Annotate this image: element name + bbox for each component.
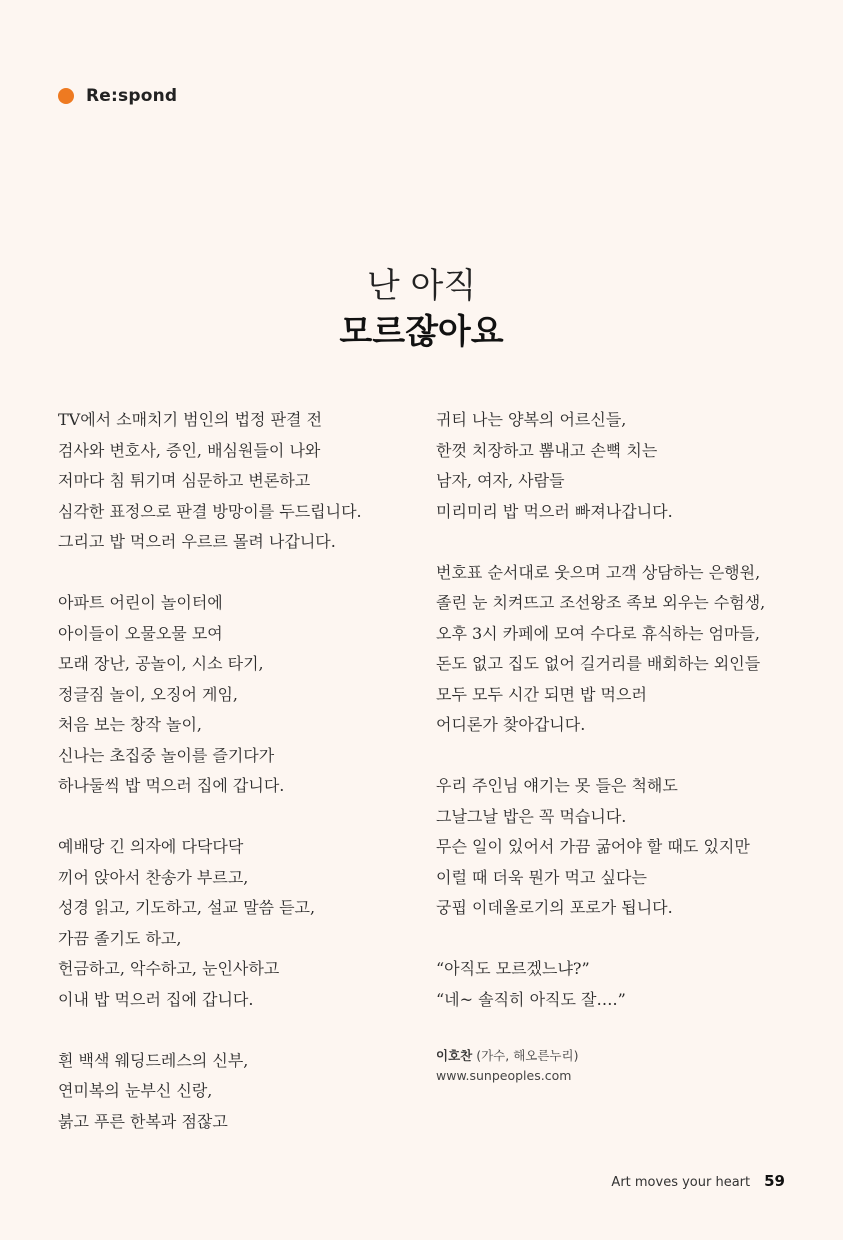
poem-line: 한껏 치장하고 뽐내고 손뼉 치는 <box>436 440 658 460</box>
right-stanzas <box>436 405 816 1015</box>
section-dot-icon <box>58 88 74 104</box>
poem-line: 어디론가 찾아갑니다. <box>436 715 586 734</box>
poem-line: 정글짐 놀이, 오징어 게임, <box>58 684 238 704</box>
poem-line: 하나둘씩 밥 먹으러 집에 갑니다. <box>58 776 285 795</box>
poem-line: 헌금하고, 악수하고, 눈인사하고 <box>58 959 280 978</box>
poem-line: 귀티 나는 양복의 어르신들, <box>436 410 627 429</box>
author-credit <box>436 1046 816 1086</box>
poem-line: 붉고 푸른 한복과 점잖고 <box>58 1111 228 1131</box>
poem-line: 가끔 졸기도 하고, <box>58 928 182 948</box>
poem-right-column <box>436 405 816 1086</box>
footer-tagline: Art moves your heart <box>611 1175 751 1190</box>
poem-line: 아파트 어린이 놀이터에 <box>58 593 223 612</box>
poem-stanza <box>436 771 816 924</box>
poem-stanza <box>58 832 418 1015</box>
author-url: www.sunpeoples.com <box>436 1067 572 1083</box>
poem-line: TV에서 소매치기 범인의 법정 판결 전 <box>58 410 323 429</box>
poem-line: 우리 주인님 얘기는 못 들은 척해도 <box>436 776 678 795</box>
poem-line: 돈도 없고 집도 없어 길거리를 배회하는 외인들 <box>436 654 761 673</box>
poem-line: 그날그날 밥은 꼭 먹습니다. <box>436 806 627 826</box>
author-name: 이호찬 <box>436 1047 473 1063</box>
section-tag <box>58 86 177 106</box>
poem-line: 번호표 순서대로 웃으며 고객 상담하는 은행원, <box>436 562 761 582</box>
poem-line: 연미복의 눈부신 신랑, <box>58 1081 213 1100</box>
author-role: (가수, 해오른누리) <box>476 1047 579 1063</box>
poem-line: 저마다 침 튀기며 심문하고 변론하고 <box>58 471 311 490</box>
poem-line: 오후 3시 카페에 모여 수다로 휴식하는 엄마들, <box>436 623 760 643</box>
poem-stanza <box>436 405 816 527</box>
page-footer <box>611 1172 785 1190</box>
poem-line: 흰 백색 웨딩드레스의 신부, <box>58 1050 249 1070</box>
article-title <box>0 264 843 356</box>
poem-line: 심각한 표정으로 판결 방망이를 두드립니다. <box>58 501 362 521</box>
poem-line: 신나는 초집중 놀이를 즐기다가 <box>58 745 275 765</box>
poem-line: 무슨 일이 있어서 가끔 굶어야 할 때도 있지만 <box>436 837 750 856</box>
poem-line: 남자, 여자, 사람들 <box>436 471 565 490</box>
poem-line: 졸린 눈 치켜뜨고 조선왕조 족보 외우는 수험생, <box>436 593 766 612</box>
title-line-1: 난 아직 <box>366 266 477 306</box>
poem-line: 모래 장난, 공놀이, 시소 타기, <box>58 654 264 673</box>
poem-left-column <box>58 405 418 1168</box>
poem-line: 이럴 때 더욱 뭔가 먹고 싶다는 <box>436 867 647 887</box>
poem-line: 이내 밥 먹으러 집에 갑니다. <box>58 989 254 1009</box>
title-line-2: 모르잖아요 <box>339 312 504 352</box>
poem-stanza <box>436 954 816 1015</box>
poem-line: 예배당 긴 의자에 다닥다닥 <box>58 837 244 856</box>
poem-line: 그리고 밥 먹으러 우르르 몰려 나갑니다. <box>58 532 336 551</box>
poem-line: 처음 보는 창작 놀이, <box>58 715 202 734</box>
poem-line: “아직도 모르겠느냐?” <box>436 959 590 978</box>
section-label: Re:spond <box>86 86 178 106</box>
poem-line: 궁핍 이데올로기의 포로가 됩니다. <box>436 898 673 917</box>
poem-stanza <box>58 588 418 802</box>
poem-stanza <box>58 1046 418 1138</box>
poem-line: 모두 모두 시간 되면 밥 먹으러 <box>436 684 647 704</box>
poem-line: 검사와 변호사, 증인, 배심원들이 나와 <box>58 440 321 460</box>
poem-stanza <box>58 405 418 558</box>
poem-line: 끼어 앉아서 찬송가 부르고, <box>58 867 249 887</box>
poem-stanza <box>436 558 816 741</box>
poem-line: “네~ 솔직히 아직도 잘….” <box>436 989 626 1009</box>
poem-line: 아이들이 오물오물 모여 <box>58 623 223 643</box>
page-number: 59 <box>764 1172 785 1190</box>
poem-line: 성경 읽고, 기도하고, 설교 말씀 듣고, <box>58 898 316 917</box>
poem-line: 미리미리 밥 먹으러 빠져나갑니다. <box>436 501 673 521</box>
